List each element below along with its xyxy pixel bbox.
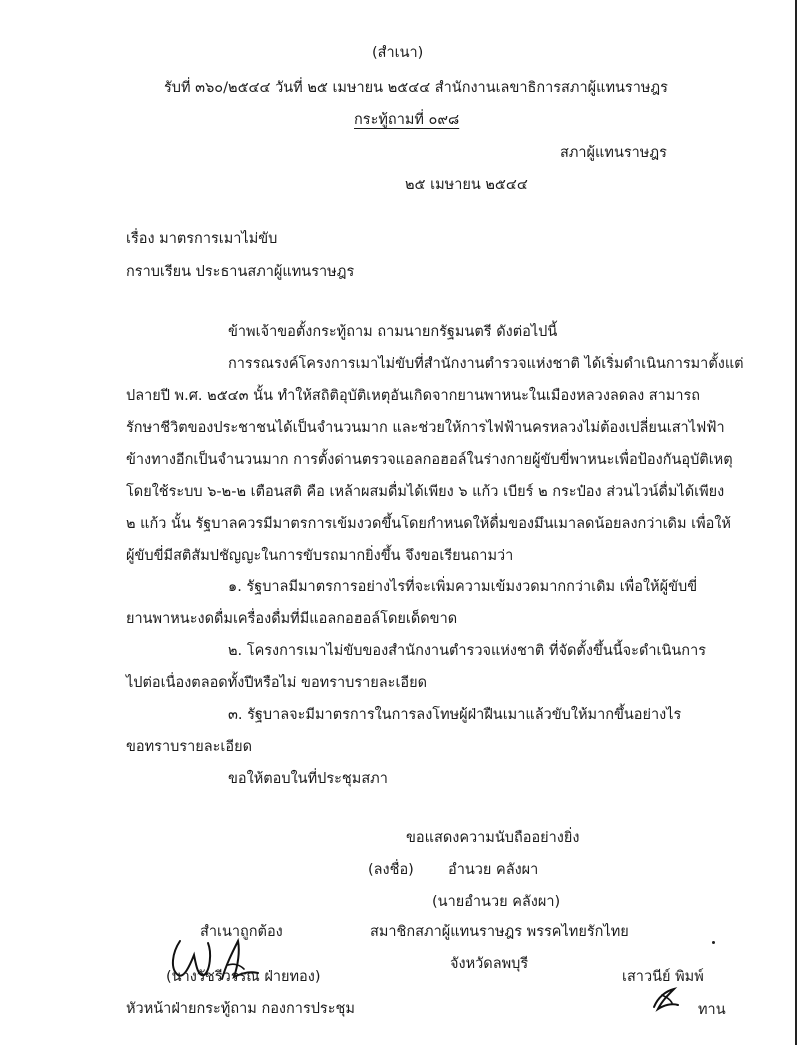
question-3-line-1: ๓. รัฐบาลจะมีมาตรการในการลงโทษผู้ฝ่าฝืนเมาแล้วขับให้มากขึ้นอย่างไร [228, 707, 682, 723]
question-number: กระทู้ถามที่ ๐๙๘ [354, 112, 460, 128]
signed-name: อำนวย คลังผา [448, 862, 539, 878]
certifier-title: หัวหน้าฝ่ายกระทู้ถาม กองการประชุม [126, 1001, 355, 1017]
paragraph-line: ปลายปี พ.ศ. ๒๕๔๓ นั้น ทำให้สถิติอุบัติเหตุอันเกิดจากยานพาหนะในเมืองหลวงลดลง สามารถ [126, 388, 701, 404]
question-1-line-1: ๑. รัฐบาลมีมาตรการอย่างไรที่จะเพิ่มความเข้มงวดมากกว่าเดิม เพื่อให้ผู้ขับขี่ [228, 579, 698, 595]
copy-label: (สำเนา) [372, 45, 424, 61]
question-1-line-2: ยานพาหนะงดดื่มเครื่องดื่มที่มีแอลกอฮอล์โดยเด็ดขาด [126, 611, 458, 627]
paragraph-line: โดยใช้ระบบ ๖-๒-๒ เตือนสติ คือ เหล้าผสมดื่มได้เพียง ๖ แก้ว เบียร์ ๒ กระป๋อง ส่วนไวน์ดื่มได้เพียง [126, 484, 725, 500]
closing-respect: ขอแสดงความนับถืออย่างยิ่ง [406, 830, 580, 846]
certified-label: สำเนาถูกต้อง [200, 924, 283, 940]
question-2-line-2: ไปต่อเนื่องตลอดทั้งปีหรือไม่ ขอทราบรายละเอียด [126, 675, 428, 691]
paragraph-line: รักษาชีวิตของประชาชนได้เป็นจำนวนมาก และช่วยให้การไฟฟ้านครหลวงไม่ต้องเปลี่ยนเสาไฟฟ้า [126, 420, 725, 436]
receipt-line: รับที่ ๓๖๐/๒๕๔๔ วันที่ ๒๕ เมษายน ๒๕๔๔ สำนักงานเลขาธิการสภาผู้แทนราษฎร [164, 80, 668, 96]
certifier-name: (นางวัชรีวรรณ ฝ่ายทอง) [166, 969, 321, 985]
request-line: ขอให้ตอบในที่ประชุมสภา [228, 771, 388, 787]
paragraph-line: ข้างทางอีกเป็นจำนวนมาก การตั้งด่านตรวจแอลกอฮอล์ในร่างกายผู้ขับขี่พาหนะเพื่อป้องกันอุบัติเหตุ [126, 452, 733, 468]
typist-name: เสาวนีย์ พิมพ์ [622, 969, 704, 985]
intro-line: ข้าพเจ้าขอตั้งกระทู้ถาม ถามนายกรัฐมนตรี ดังต่อไปนี้ [228, 324, 558, 340]
signed-label: (ลงชื่อ) [368, 862, 414, 878]
member-position: สมาชิกสภาผู้แทนราษฎร พรรคไทยรักไทย [370, 924, 629, 940]
question-2-line-1: ๒. โครงการเมาไม่ขับของสำนักงานตำรวจแห่งชาติ ที่จัดตั้งขึ้นนี้จะดำเนินการ [228, 643, 706, 659]
checked-label: ทาน [698, 1002, 726, 1018]
date-line: ๒๕ เมษายน ๒๕๔๔ [405, 177, 528, 193]
paragraph-line: ผู้ขับขี่มีสติสัมปชัญญะในการขับรถมากยิ่งขึ้น จึงขอเรียนถามว่า [126, 548, 514, 564]
stray-mark [712, 941, 715, 944]
paragraph-line: การรณรงค์โครงการเมาไม่ขับที่สำนักงานตำรวจแห่งชาติ ได้เริ่มดำเนินการมาตั้งแต่ [228, 356, 744, 372]
subject-line: เรื่อง มาตรการเมาไม่ขับ [126, 231, 278, 247]
addressee-line: กราบเรียน ประธานสภาผู้แทนราษฎร [126, 264, 355, 280]
typist-initials [648, 985, 684, 1013]
member-province: จังหวัดลพบุรี [450, 956, 529, 972]
question-3-line-2: ขอทราบรายละเอียด [126, 739, 252, 755]
place-line: สภาผู้แทนราษฎร [560, 145, 667, 161]
name-parenthetical: (นายอำนวย คลังผา) [432, 894, 561, 910]
page-edge-line [795, 0, 797, 1045]
paragraph-line: ๒ แก้ว นั้น รัฐบาลควรมีมาตรการเข้มงวดขึ้นโดยกำหนดให้ดื่มของมึนเมาลดน้อยลงกว่าเดิม เพื่อให้ [126, 516, 731, 532]
